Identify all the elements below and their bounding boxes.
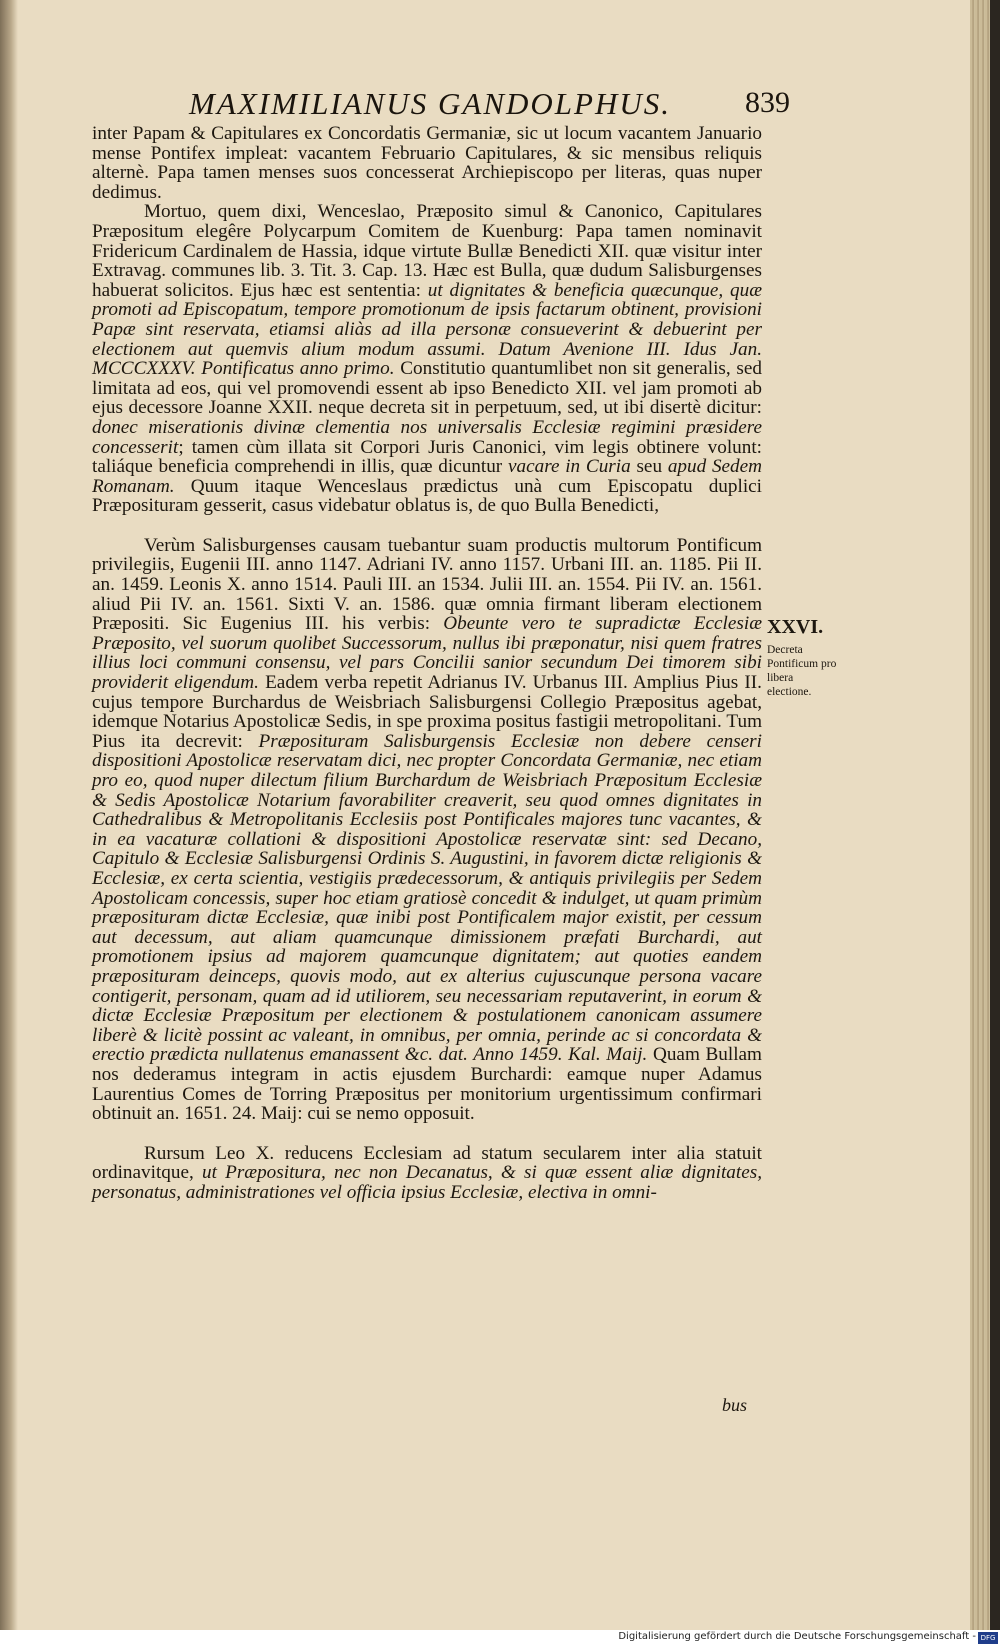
marginal-number: XXVI. [767,616,824,638]
text-run: Mortuo, quem dixi, Wenceslao, Præposito simul & Canonico, Capitulares Præpositum elegêre Polycarpum Comitem de Kuenburg: Papa tamen nominavit Fridericum Cardinalem de Hassia, idque virtute Bullæ Benedicti XII. quæ visitur inter Extravag. communes lib. 3. Tit. 3. Cap. 13. Hæc est Bulla, quæ dudum Salisburgenses habuerat solicitos. Ejus hæc est sententia: [92,201,762,301]
paragraph [92,536,762,1124]
text-run: Quum itaque Wenceslaus prædictus unà cum Episcopatu duplici Præposituram gesserit, casus videbatur oblatus is, de quo Bulla Benedicti, [92,475,762,517]
marginal-note [767,616,837,699]
paragraph [92,1144,762,1203]
italic-run: ut Præpositura, nec non Decanatus, & si quæ essent aliæ dignitates, personatus, administrationes vel officia ipsius Ecclesiæ, electiva in omni- [92,1162,763,1203]
body-text [92,124,762,1202]
digitization-credit-bar [0,1630,1000,1646]
running-title: MAXIMILIANUS GANDOLPHUS. [189,86,671,121]
text-run: ; tamen cùm illata sit Corpori Juris Canonici, vim legis obtinere volunt: taliáque beneficia comprehendi in illis, quæ dicuntur [92,436,762,478]
text-run: Quam Bullam nos dederamus integram in actis ejusdem Burchardi: eamque nuper Adamus Laurentius Comes de Torring Præpositus per monitorium urgentissimum confirmari obtinuit an. 1651. 24. Maij: cui se nemo opposuit. [92,1044,762,1125]
italic-run: Præposituram Salisburgensis Ecclesiæ non debere censeri dispositioni Apostolicæ reservatam dici, nec propter Concordata Germaniæ, nec etiam pro eo, quod nuper dilectum filium Burchardum de Weisbriach Præpositum Ecclesiæ & Sedis Apostolicæ Notarium favorabiliter creaverit, seu quod omnes dignitates in Cathedralibus & Metropolitanis Ecclesiis post Pontificales majores tunc vacantes, & in ea vacaturæ collationi & dispositioni Apostolicæ reservatæ sint: sed Decano, Capitulo & Ecclesiæ Salisburgensi Ordinis S. Augustini, in favorem dictæ religionis & Ecclesiæ, ex certa scientia, vestigiis prædecessorum, & antiquis privilegiis per Sedem Apostolicam concessis, super hoc etiam gratiosè concedit & indulget, ut quam primùm præposituram dictæ Ecclesiæ, quæ inibi post Pontificalem major existit, per cessum aut decessum, aut aliam quamcunque dimissionem præfati Burchardi, aut promotionem ipsius ad majorem quamcunque dignitatem; aut quoties eandem præposituram deinceps, quovis modo, aut ex alterius cujuscunque persona vacare contigerit, personam, quam ad id utiliorem, seu necessariam reputaverint, in eorum & dictæ Ecclesiæ Præpositum per electionem & postulationem canonicam assumere liberè & licitè possint ac valeant, in omnibus, per omnia, perinde ac si concordata & erectio prædicta nullatenus emanassent &c. dat. Anno 1459. Kal. Maij. [92,730,762,1066]
credit-text: Digitalisierung gefördert durch die Deutsche Forschungsgemeinschaft - [618,1631,976,1642]
catchword: bus [722,1395,748,1415]
dfg-logo: DFG [978,1632,998,1644]
paragraph-gap [92,1124,762,1144]
text-run: seu [630,456,668,478]
italic-run: ut dignitates & beneficia quæcunque, quæ promoti ad Episcopatum, tempore promotionum de ipsis factarum obtinent, provisioni Papæ sint reservata, etiamsi aliàs ad illa personæ consueverint & debuerint per electionem aut quemvis alium modum assumi. Datum Avenione III. Idus Jan. MCCCXXXV. Pontificatus anno primo. [92,279,763,380]
paragraph-gap [92,516,762,536]
paragraph [92,202,762,516]
text-run: inter Papam & Capitulares ex Concordatis Germaniæ, sic ut locum vacantem Januario mense Pontifex impleat: vacantem Februario Capitulares, & sic mensibus reliquis alternè. Papa tamen menses suos concesserat Archiepiscopo per literas, quas nuper dedimus. [92,123,762,203]
italic-run: apud Sedem Romanam. [92,456,763,497]
marginal-gloss: Decreta Pontificum pro libera electione. [767,644,837,698]
page-header [160,86,820,126]
italic-run: donec miserationis divinæ clementia nos universalis Ecclesiæ regimini præsidere concesserit [92,416,762,458]
text-run: Eadem verba repetit Adrianus IV. Urbanus III. Amplius Pius II. cujus tempore Burchardus de Weisbriach Salisburgensi Collegio Præpositus agebat, idemque Notarius Apostolicæ Sedis, in spe proxima positus fastigii metropolitani. Tum Pius ita decrevit: [92,672,762,752]
page-number: 839 [745,86,790,119]
text-run: Rursum Leo X. reducens Ecclesiam ad statum secularem inter alia statuit ordinavitque, [92,1142,762,1184]
italic-run: vacare in Curia [507,456,631,478]
page-edges [970,0,990,1630]
text-run: Constitutio quantumlibet non sit generalis, sed limitata ad eos, qui vel promovendi essent ab ipso Benedicto XII. vel jam promoti ab ejus decessore Joanne XXII. neque decreta sit in perpetuum, sed, ut ibi disertè dicitur: [92,358,762,419]
text-run: Verùm Salisburgenses causam tuebantur suam productis multorum Pontificum privilegiis, Eugenii III. anno 1147. Adriani IV. anno 1157. Urbani III. an. 1185. Pii II. an. 1459. Leonis X. anno 1514. Pauli III. an 1534. Julii III. an. 1554. Pii IV. an. 1561. aliud Pii IV. an. 1561. Sixti V. an. 1586. quæ omnia firmant liberam electionem Præpositi. Sic Eugenius III. his verbis: [92,534,762,635]
italic-run: Obeunte vero te supradictæ Ecclesiæ Præposito, vel suorum quolibet Successorum, nullus ibi præponatur, nisi quem fratres illius loci communi consensu, vel pars Concilii sanior secundum Dei timorem sibi providerit eligendum. [92,613,762,694]
binding-shadow [0,0,18,1630]
paragraph [92,124,762,202]
